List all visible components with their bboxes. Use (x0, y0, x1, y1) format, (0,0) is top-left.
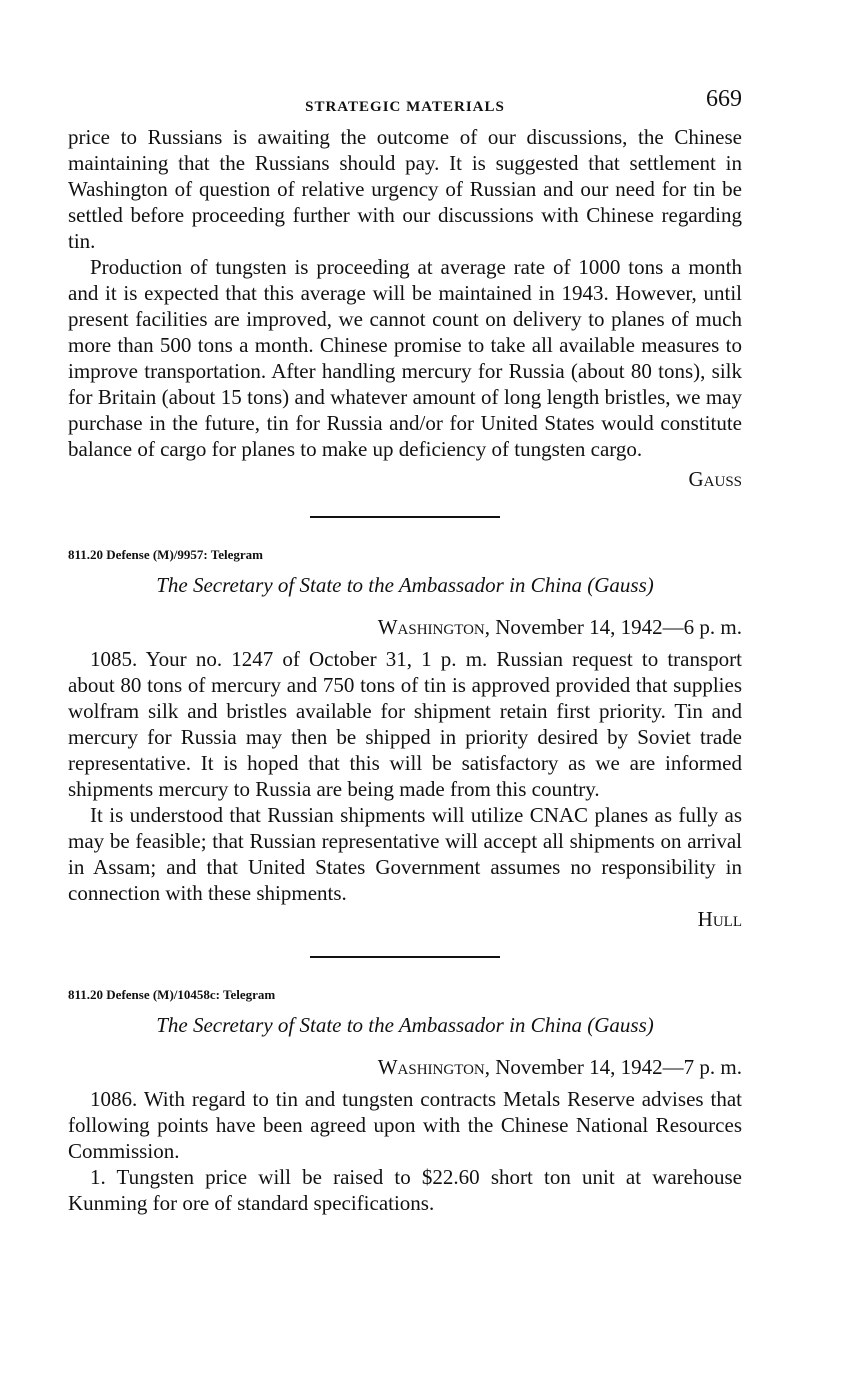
dateline (68, 1054, 742, 1080)
telegram-paragraph: It is understood that Russian shipments will utilize CNAC planes as fully as may be feasible; that Russian representative will accept all shipments on arrival in Assam; and that United States Government assumes no responsibility in connection with these shipments. (68, 803, 742, 905)
dateline (68, 614, 742, 640)
continuation-paragraph-2: Production of tungsten is proceeding at average rate of 1000 tons a month and it is expected that this average will be maintained in 1943. However, until present facilities are improved, we cannot count on delivery to planes of much more than 500 tons a month. Chinese promise to take all available measures to improve transportation. After handling mercury for Russia (about 80 tons), silk for Britain (about 15 tons) and whatever amount of long length bristles, we may purchase in the future, tin for Russia and/or for United States would constitute balance of cargo for planes to make up deficiency of tungsten cargo. (68, 255, 742, 461)
dateline-place: Washington (377, 1055, 485, 1079)
section-divider (310, 956, 500, 958)
telegram-paragraph: 1085. Your no. 1247 of October 31, 1 p. m. Russian request to transport about 80 tons of mercury and 750 tons of tin is approved provided that supplies wolfram silk and bristles available for shipment retain first priority. Tin and mercury for Russia may then be shipped in priority desired by Soviet trade representative. It is hoped that this will be satisfactory as we are informed shipments mercury to Russia are being made from this country. (68, 647, 742, 801)
continuation-paragraph-1: price to Russians is awaiting the outcome of our discussions, the Chinese maintaining that the Russians should pay. It is suggested that settlement in Washington of question of relative urgency of Russian and our need for tin be settled before proceeding further with our discussions with Chinese regarding tin. (68, 125, 742, 253)
dateline-place: Washington (377, 615, 485, 639)
signature-gauss: Gauss (688, 467, 742, 491)
signature-hull: Hull (697, 907, 742, 931)
document-title: The Secretary of State to the Ambassador in China (Gauss) (156, 573, 654, 597)
telegram-paragraph: 1086. With regard to tin and tungsten contracts Metals Reserve advises that following points have been agreed upon with the Chinese National Resources Commission. (68, 1087, 742, 1163)
page-number: 669 (706, 86, 742, 112)
telegram-paragraph: 1. Tungsten price will be raised to $22.60 short ton unit at warehouse Kunming for ore of standard specifications. (68, 1165, 742, 1215)
page-header (68, 86, 742, 124)
document-page (68, 86, 742, 1216)
running-head: STRATEGIC MATERIALS (305, 99, 505, 115)
file-reference: 811.20 Defense (M)/9957: Telegram (68, 547, 263, 562)
file-reference: 811.20 Defense (M)/10458c: Telegram (68, 987, 276, 1002)
dateline-date: , November 14, 1942—7 p. m. (484, 1055, 742, 1079)
dateline-date: , November 14, 1942—6 p. m. (484, 615, 742, 639)
document-title: The Secretary of State to the Ambassador in China (Gauss) (156, 1013, 654, 1037)
section-divider (310, 516, 500, 518)
